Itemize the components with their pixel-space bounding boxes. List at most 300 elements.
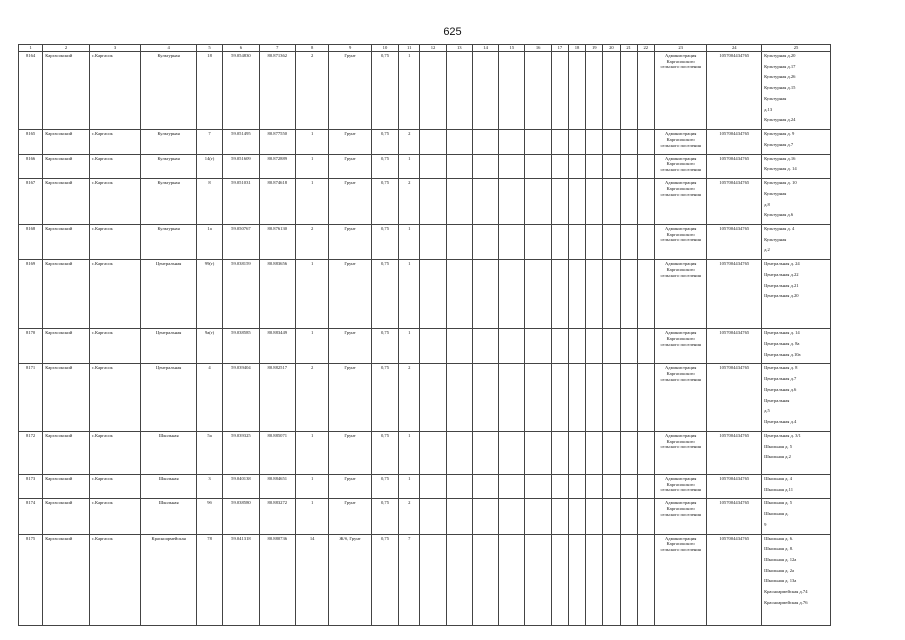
served-address: Школьная д. 4 [764,475,793,481]
district-cell: Каргасокский [43,52,90,130]
empty-cell [551,499,568,534]
served-address: Центральная д.10а [764,351,801,357]
empty-cell [446,329,472,364]
record-number: 8168 [19,225,43,260]
house-cell: 99(г) [196,260,222,329]
container-count-cell: 1 [399,329,420,364]
empty-cell [446,225,472,260]
ogrn-cell: 1057004434765 [707,329,762,364]
street-cell: Школьная [141,499,197,534]
longitude-cell: 80.877550 [259,130,295,154]
house-cell: 5а [196,431,222,474]
street-cell: Центральная [141,329,197,364]
district-cell: Каргасокский [43,179,90,225]
bin-count-cell: 1 [296,431,329,474]
record-number: 8166 [19,154,43,178]
served-address: Культурная д.20 [764,53,796,58]
empty-cell [620,474,637,498]
empty-cell [420,431,446,474]
bin-count-cell: 1 [296,130,329,154]
empty-cell [525,329,551,364]
served-addresses-cell [762,499,831,534]
record-number: 8175 [19,534,43,625]
column-number: 4 [141,45,197,52]
column-number: 8 [296,45,329,52]
empty-cell [603,364,620,431]
longitude-cell: 80.874618 [259,179,295,225]
table-row [19,534,831,625]
surface-cell: Грунт [329,329,371,364]
empty-cell [568,474,585,498]
container-count-cell: 1 [399,474,420,498]
empty-cell [637,260,654,329]
empty-cell [525,499,551,534]
table-row [19,474,831,498]
settlement-cell: с.Каргасок [89,431,141,474]
empty-cell [525,130,551,154]
empty-cell [620,499,637,534]
served-address: Центральная д.20 [764,293,799,299]
served-address: Школьная д. [764,511,789,517]
empty-cell [586,474,603,498]
container-count-cell: 2 [399,130,420,154]
empty-cell [603,431,620,474]
latitude-cell: 59.054830 [223,52,259,130]
empty-cell [499,329,525,364]
column-number: 22 [637,45,654,52]
empty-cell [637,364,654,431]
empty-cell [551,474,568,498]
served-addresses-cell [762,329,831,364]
empty-cell [586,179,603,225]
owner-cell: Администрация Каргасокского сельского поселения [654,474,707,498]
surface-cell: Грунт [329,179,371,225]
served-address: Культурная д. 14 [764,166,797,172]
served-address: д.5 [764,408,770,414]
area-cell: 0,75 [371,179,398,225]
served-address: Центральная д. 8 [764,365,798,371]
record-number: 8165 [19,130,43,154]
served-address: Центральная д. 3/1 [764,432,801,438]
empty-cell [446,52,472,130]
empty-cell [551,329,568,364]
empty-cell [551,52,568,130]
empty-cell [568,179,585,225]
table-row [19,329,831,364]
empty-cell [420,179,446,225]
column-number: 23 [654,45,707,52]
settlement-cell: с.Каргасок [89,179,141,225]
empty-cell [472,154,498,178]
served-address: Школьная д. 2а [764,567,795,573]
longitude-cell: 80.872889 [259,154,295,178]
longitude-cell: 80.885071 [259,431,295,474]
house-cell: 8 [196,179,222,225]
empty-cell [568,154,585,178]
empty-cell [586,329,603,364]
served-address: Культурная д.17 [764,63,796,69]
empty-cell [420,499,446,534]
house-cell: 14(г) [196,154,222,178]
served-address: Культурная [764,236,787,242]
ogrn-cell: 1057004434765 [707,534,762,625]
table-row [19,225,831,260]
street-cell: Красноармейская [141,534,197,625]
served-address: д.13 [764,106,773,112]
bin-count-cell: 2 [296,225,329,260]
served-address: Школьная д. 13а [764,578,797,584]
empty-cell [586,225,603,260]
owner-cell: Администрация Каргасокского сельского поселения [654,52,707,130]
table-row [19,179,831,225]
district-cell: Каргасокский [43,474,90,498]
empty-cell [637,431,654,474]
ogrn-cell: 1057004434765 [707,499,762,534]
served-address: Культурная д. 10 [764,180,797,186]
street-cell: Культурная [141,179,197,225]
empty-cell [420,329,446,364]
empty-cell [586,431,603,474]
house-cell: 3 [196,474,222,498]
column-number: 12 [420,45,446,52]
column-number: 1 [19,45,43,52]
column-number: 11 [399,45,420,52]
empty-cell [603,474,620,498]
empty-cell [551,534,568,625]
served-addresses-cell [762,154,831,178]
empty-cell [551,260,568,329]
column-number: 20 [603,45,620,52]
empty-cell [586,52,603,130]
street-cell: Культурная [141,225,197,260]
district-cell: Каргасокский [43,499,90,534]
owner-cell: Администрация Каргасокского сельского поселения [654,499,707,534]
record-number: 8174 [19,499,43,534]
served-address: Школьная д. 5 [764,443,793,449]
latitude-cell: 59.051609 [223,154,259,178]
empty-cell [525,534,551,625]
settlement-cell: с.Каргасок [89,474,141,498]
longitude-cell: 80.882517 [259,364,295,431]
empty-cell [420,260,446,329]
empty-cell [551,225,568,260]
container-count-cell: 2 [399,364,420,431]
bin-count-cell: 1 [296,154,329,178]
page-number: 625 [443,26,462,38]
served-address: Культурная д.24 [764,117,796,123]
empty-cell [472,534,498,625]
latitude-cell: 59.038580 [223,499,259,534]
container-count-cell: 2 [399,179,420,225]
area-cell: 0,75 [371,130,398,154]
bin-count-cell: 2 [296,364,329,431]
record-number: 8164 [19,52,43,130]
empty-cell [420,130,446,154]
container-count-cell: 2 [399,499,420,534]
owner-cell: Администрация Каргасокского сельского поселения [654,225,707,260]
served-address: Культурная д.26 [764,74,796,80]
house-cell: 4 [196,364,222,431]
served-address: Центральная д. 8а [764,340,800,346]
latitude-cell: 59.051495 [223,130,259,154]
container-count-cell: 1 [399,225,420,260]
empty-cell [568,225,585,260]
column-number: 21 [620,45,637,52]
area-cell: 0,75 [371,499,398,534]
owner-cell: Администрация Каргасокского сельского поселения [654,364,707,431]
owner-cell: Администрация Каргасокского сельского поселения [654,260,707,329]
empty-cell [446,499,472,534]
record-number: 8173 [19,474,43,498]
empty-cell [446,364,472,431]
register-table [18,44,831,626]
district-cell: Каргасокский [43,534,90,625]
empty-cell [472,225,498,260]
empty-cell [637,154,654,178]
area-cell: 0,75 [371,225,398,260]
bin-count-cell: 1 [296,329,329,364]
column-number: 18 [568,45,585,52]
latitude-cell: 59.038585 [223,329,259,364]
empty-cell [620,225,637,260]
served-address: Центральная д. 24 [764,261,800,267]
empty-cell [499,534,525,625]
house-cell: 9а(г) [196,329,222,364]
served-addresses-cell [762,225,831,260]
empty-cell [472,260,498,329]
district-cell: Каргасокский [43,225,90,260]
empty-cell [637,130,654,154]
served-address: Школьная д. 8. [764,546,794,552]
served-address: д.2 [764,247,770,253]
empty-cell [620,431,637,474]
empty-cell [472,329,498,364]
district-cell: Каргасокский [43,329,90,364]
owner-cell: Администрация Каргасокского сельского поселения [654,154,707,178]
served-addresses-cell [762,52,831,130]
column-number: 16 [525,45,551,52]
empty-cell [472,130,498,154]
empty-cell [420,534,446,625]
empty-cell [637,225,654,260]
empty-cell [620,260,637,329]
area-cell: 0,75 [371,474,398,498]
empty-cell [603,329,620,364]
surface-cell: Грунт [329,130,371,154]
empty-cell [551,130,568,154]
area-cell: 0,75 [371,154,398,178]
served-address: Культурная [764,95,787,101]
ogrn-cell: 1057004434765 [707,154,762,178]
settlement-cell: с.Каргасок [89,154,141,178]
served-addresses-cell [762,534,831,625]
served-addresses-cell [762,179,831,225]
empty-cell [472,474,498,498]
column-number: 7 [259,45,295,52]
column-number-row [19,45,831,52]
column-number: 14 [472,45,498,52]
empty-cell [499,431,525,474]
street-cell: Центральная [141,260,197,329]
surface-cell: Грунт [329,474,371,498]
column-number: 15 [499,45,525,52]
settlement-cell: с.Каргасок [89,225,141,260]
register-table-body [19,45,831,626]
area-cell: 0,75 [371,364,398,431]
empty-cell [525,52,551,130]
empty-cell [637,499,654,534]
latitude-cell: 59.041318 [223,534,259,625]
empty-cell [420,154,446,178]
empty-cell [586,260,603,329]
ogrn-cell: 1057004434765 [707,130,762,154]
district-cell: Каргасокский [43,260,90,329]
column-number: 13 [446,45,472,52]
empty-cell [446,179,472,225]
area-cell: 0,75 [371,260,398,329]
empty-cell [603,154,620,178]
empty-cell [446,534,472,625]
district-cell: Каргасокский [43,154,90,178]
served-address: 9 [764,521,767,527]
surface-cell: Грунт [329,154,371,178]
served-address: Красноармейская д.74 [764,589,808,595]
ogrn-cell: 1057004434765 [707,225,762,260]
column-number: 19 [586,45,603,52]
empty-cell [551,179,568,225]
empty-cell [499,179,525,225]
table-row [19,499,831,534]
empty-cell [568,499,585,534]
latitude-cell: 59.050767 [223,225,259,260]
empty-cell [499,499,525,534]
empty-cell [472,179,498,225]
served-address: Культурная д.15 [764,85,796,91]
served-address: Центральная д. 14 [764,330,800,336]
latitude-cell: 59.038159 [223,260,259,329]
house-cell: 18 [196,52,222,130]
container-count-cell: 1 [399,52,420,130]
empty-cell [472,499,498,534]
settlement-cell: с.Каргасок [89,534,141,625]
bin-count-cell: 1 [296,474,329,498]
latitude-cell: 59.039404 [223,364,259,431]
empty-cell [568,130,585,154]
empty-cell [568,260,585,329]
empty-cell [603,225,620,260]
latitude-cell: 59.039325 [223,431,259,474]
longitude-cell: 80.884651 [259,474,295,498]
served-addresses-cell [762,130,831,154]
served-address: Культурная д.6 [764,212,794,218]
surface-cell: Грунт [329,260,371,329]
longitude-cell: 80.883272 [259,499,295,534]
served-address: д.8 [764,201,770,207]
empty-cell [620,52,637,130]
empty-cell [551,154,568,178]
column-number: 10 [371,45,398,52]
house-cell: 9б [196,499,222,534]
street-cell: Школьная [141,431,197,474]
ogrn-cell: 1057004434765 [707,179,762,225]
empty-cell [472,431,498,474]
settlement-cell: с.Каргасок [89,329,141,364]
container-count-cell: 7 [399,534,420,625]
surface-cell: Грунт [329,499,371,534]
container-count-cell: 1 [399,154,420,178]
table-row [19,431,831,474]
empty-cell [472,52,498,130]
empty-cell [499,260,525,329]
bin-count-cell: 2 [296,52,329,130]
area-cell: 0,75 [371,52,398,130]
empty-cell [637,329,654,364]
empty-cell [446,130,472,154]
empty-cell [620,179,637,225]
street-cell: Центральная [141,364,197,431]
empty-cell [586,154,603,178]
empty-cell [586,499,603,534]
empty-cell [603,52,620,130]
empty-cell [568,431,585,474]
column-number: 3 [89,45,141,52]
table-row [19,364,831,431]
empty-cell [620,130,637,154]
column-number: 2 [43,45,90,52]
empty-cell [551,364,568,431]
empty-cell [603,534,620,625]
ogrn-cell: 1057004434765 [707,260,762,329]
container-count-cell: 1 [399,431,420,474]
column-number: 24 [707,45,762,52]
area-cell: 0,75 [371,431,398,474]
empty-cell [637,179,654,225]
empty-cell [420,52,446,130]
empty-cell [420,225,446,260]
settlement-cell: с.Каргасок [89,260,141,329]
empty-cell [586,130,603,154]
container-count-cell: 1 [399,260,420,329]
bin-count-cell: 14 [296,534,329,625]
surface-cell: Грунт [329,364,371,431]
served-address: Школьная д. 12а [764,556,797,562]
bin-count-cell: 1 [296,179,329,225]
empty-cell [525,179,551,225]
table-row [19,154,831,178]
empty-cell [620,329,637,364]
latitude-cell: 59.051031 [223,179,259,225]
served-address: Культурная д.16 [764,155,796,161]
empty-cell [525,154,551,178]
empty-cell [586,364,603,431]
ogrn-cell: 1057004434765 [707,474,762,498]
surface-cell: Ж/б, Грунт [329,534,371,625]
served-address: Центральная д.21 [764,282,799,288]
empty-cell [568,329,585,364]
served-address: Культурная [764,190,787,196]
house-cell: 1а [196,225,222,260]
empty-cell [603,130,620,154]
empty-cell [603,499,620,534]
empty-cell [525,364,551,431]
owner-cell: Администрация Каргасокского сельского поселения [654,534,707,625]
empty-cell [499,225,525,260]
empty-cell [420,474,446,498]
column-number: 9 [329,45,371,52]
owner-cell: Администрация Каргасокского сельского поселения [654,130,707,154]
empty-cell [446,154,472,178]
district-cell: Каргасокский [43,130,90,154]
